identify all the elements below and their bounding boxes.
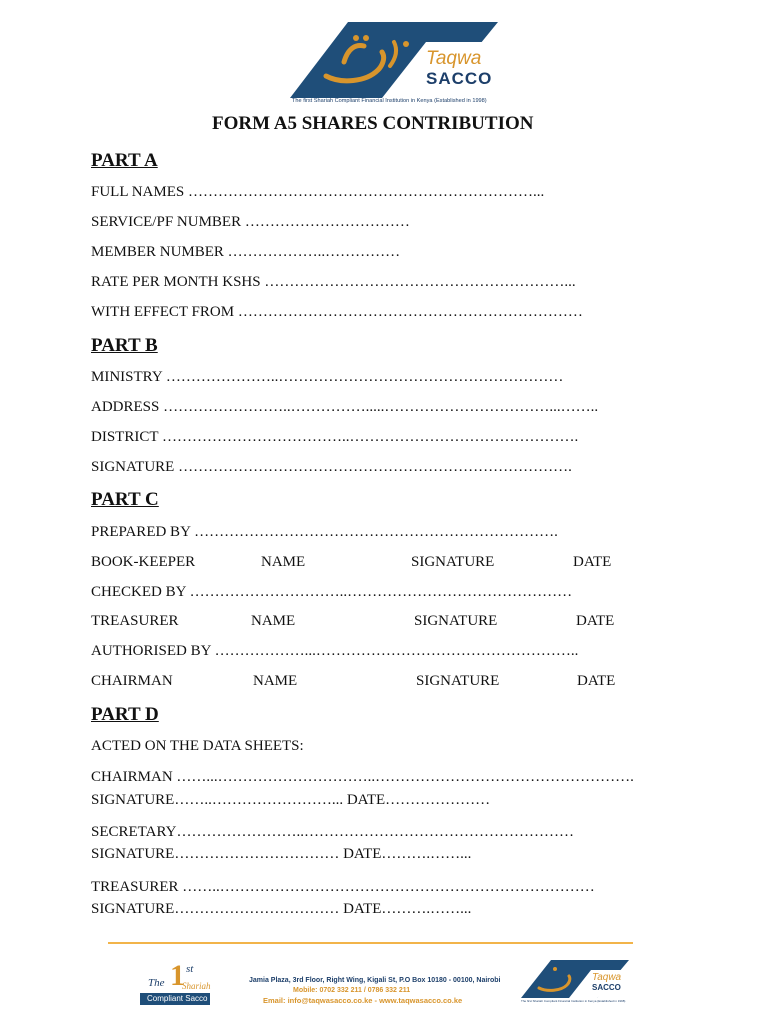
treasurer-signature-label: SIGNATURE bbox=[414, 613, 498, 629]
treasurer-name-label: NAME bbox=[251, 613, 296, 629]
footer-logo-tagline: The first Shariah Compliant Financial Institution in Kenya (Established in 1998) bbox=[521, 999, 626, 1003]
bookkeeper-signature-label: SIGNATURE bbox=[411, 554, 495, 570]
service-pf-line: SERVICE/PF NUMBER …………………………… bbox=[91, 214, 410, 230]
effect-from-line: WITH EFFECT FROM …………………………………………………………… bbox=[91, 304, 583, 320]
treasurer-line: TREASURER ……..………………………………………………………………… bbox=[91, 879, 595, 895]
rate-per-month-line: RATE PER MONTH KSHS ……………………………………………………... bbox=[91, 274, 576, 290]
bookkeeper-label: BOOK-KEEPER bbox=[91, 554, 196, 570]
treasurer-label: TREASURER bbox=[91, 613, 179, 629]
badge-compliant: Compliant Sacco bbox=[147, 994, 208, 1003]
secretary-signature-date-line: SIGNATURE…………………………… DATE……….……... bbox=[91, 846, 472, 862]
part-d-heading: PART D bbox=[91, 704, 159, 725]
logo-tagline: The first Shariah Compliant Financial Institution in Kenya (Established in 1998) bbox=[292, 98, 487, 104]
bookkeeper-name-label: NAME bbox=[261, 554, 306, 570]
footer-logo-sacco: SACCO bbox=[592, 983, 621, 992]
chairman-date-label: DATE bbox=[577, 673, 616, 689]
footer-address: Jamia Plaza, 3rd Floor, Right Wing, Kigali St, P.O Box 10180 - 00100, Nairobi bbox=[249, 977, 501, 984]
part-a-heading: PART A bbox=[91, 150, 158, 171]
address-line: ADDRESS ……………………..…………….....……………………………...…….. bbox=[91, 399, 599, 415]
bookkeeper-date-label: DATE bbox=[573, 554, 612, 570]
footer-badge bbox=[138, 959, 213, 1007]
secretary-line: SECRETARY……………………..……………………………………………… bbox=[91, 824, 574, 840]
logo-brand-sacco: SACCO bbox=[426, 69, 493, 88]
checked-by-line: CHECKED BY …………………………..……………………………………… bbox=[91, 584, 573, 600]
footer-mobile: Mobile: 0702 332 211 / 0786 332 211 bbox=[293, 987, 411, 994]
footer-email: Email: info@taqwasacco.co.ke - www.taqwasacco.co.ke bbox=[263, 996, 463, 1005]
chairman-label: CHAIRMAN bbox=[91, 673, 173, 689]
badge-number: 1 bbox=[170, 959, 185, 992]
chairman-signature-date-line: SIGNATURE……..……………………... DATE………………… bbox=[91, 792, 491, 808]
chairman-line: CHAIRMAN ……...…………………………..……………………………………………. bbox=[91, 769, 634, 785]
member-number-line: MEMBER NUMBER ………………..…………… bbox=[91, 244, 401, 260]
part-b-heading: PART B bbox=[91, 335, 158, 356]
header-logo bbox=[286, 18, 501, 108]
ministry-line: MINISTRY …………………..………………………………………………… bbox=[91, 369, 564, 385]
signature-line: SIGNATURE ……………………………………………………………………. bbox=[91, 459, 572, 475]
acted-on-label: ACTED ON THE DATA SHEETS: bbox=[91, 738, 304, 754]
treasurer-signature-date-line: SIGNATURE…………………………… DATE……….……... bbox=[91, 901, 472, 917]
logo-brand: Taqwa bbox=[426, 48, 482, 69]
footer-divider bbox=[108, 942, 633, 944]
badge-the: The bbox=[148, 977, 165, 989]
district-line: DISTRICT ………………………………..………………………………………. bbox=[91, 429, 579, 445]
treasurer-date-label: DATE bbox=[576, 613, 615, 629]
form-title: FORM A5 SHARES CONTRIBUTION bbox=[212, 113, 534, 134]
badge-shariah: Shariah bbox=[182, 981, 211, 991]
footer-logo-brand: Taqwa bbox=[592, 972, 622, 983]
chairman-signature-label: SIGNATURE bbox=[416, 673, 500, 689]
footer-logo bbox=[519, 958, 631, 1006]
chairman-name-label: NAME bbox=[253, 673, 298, 689]
badge-st: st bbox=[186, 963, 194, 975]
authorised-by-line: AUTHORISED BY ………………...…………………………………………….. bbox=[91, 643, 579, 659]
full-names-line: FULL NAMES ……………………………………………………………... bbox=[91, 184, 545, 200]
prepared-by-line: PREPARED BY ………………………………………………………………. bbox=[91, 524, 558, 540]
part-c-heading: PART C bbox=[91, 489, 159, 510]
